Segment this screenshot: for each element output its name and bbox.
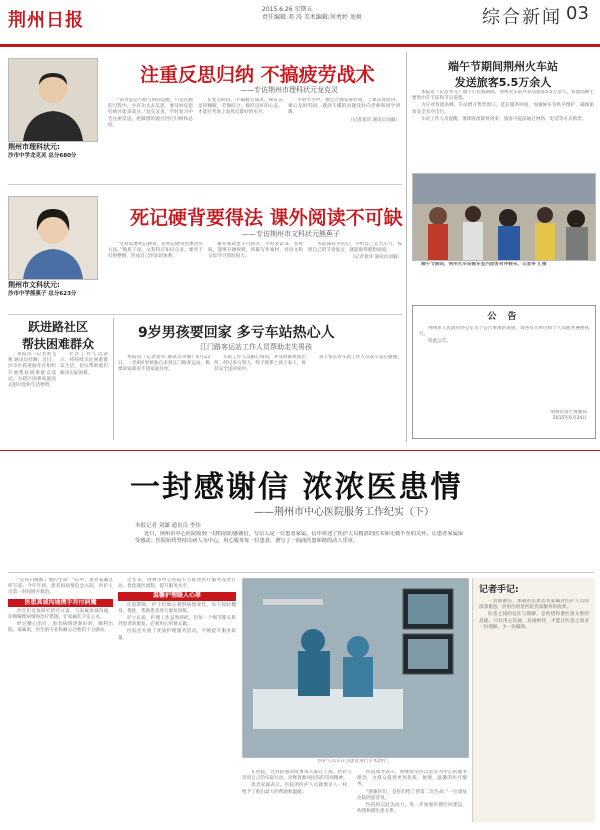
caption: 端午节期间，荆州火车站候车室内旅客有序候车。记者李飞 摄 [421,262,547,267]
paragraph: 医院将以此为动力，进一步加强医德医风建设，构建和谐医患关系。 [357,803,467,815]
headline-line: 发送旅客5.5万余人 [454,76,552,89]
story1-col1 [108,98,193,178]
paragraph: 在复习阶段，不搞疲劳战术，保证充足的睡眠，劳逸结合，保持良好的心态，才能在考场上发挥出最好的水平。 [198,98,283,116]
story2-col2 [208,242,303,310]
page-number: 03 [566,3,589,24]
headline-story1: 注重反思归纳 不搞疲劳战术 [140,64,375,86]
feature-headline: 一封感谢信 浓浓医患情 [130,470,463,505]
paragraph: 考前保持平常心，不给自己太大压力，按照自己的节奏复习，就能取得理想成绩。 [308,242,402,254]
masthead-rule [0,44,600,47]
feature-col4 [242,770,352,822]
subhead-story4: 江门路客运站工作人员帮助走失男孩 [200,343,312,351]
paragraph: 平时学习中，他会合理安排时间，上课认真听讲，课后及时巩固，遇到不懂的问题及时向老师和同学请教。 [288,98,400,116]
paragraph: “是你们挽救了他的生命！”信中，患者家属这样写道。今年年初，患者因病情危急入院，医护人员第一时间展开救治。 [8,578,113,596]
story3-col2 [60,352,108,440]
divider [8,184,402,185]
paragraph: 本报讯（记者李飞）端午小长假期间，荆州火车站共发送旅客5.5万余人，客流高峰主要集中在节前和节后返程。 [412,90,594,102]
paragraph: 在医院，这样的感动故事每天都在上演。医护人员用自己的实际行动，诠释着救死扶伤的崇高精神。 [242,770,352,782]
story4-col3 [310,355,402,440]
paragraph: “高考虽是不断与时间竞跑，只是在跑的过程中，少有功夫去反思，要及时反思归纳才能拿高分。”龙克灵说，平时复习中会注重反思，把做错的题目进行归纳和总结。 [108,98,193,128]
divider [8,572,594,573]
issue-date: 2015.6.26 星期五 [262,6,313,13]
newspaper-logo: 荆州日报 [8,10,84,31]
feature-col1 [8,578,113,818]
portrait-icon [9,197,97,279]
divider [8,314,402,315]
paragraph: 社区工作人员表示，将持续关注困难群众生活，切实帮助他们解决实际困难。 [60,352,108,376]
paragraph: 医生们反复研究治疗方案，与家属真诚沟通，详细解释病情和治疗措施，让家属吃下定心丸。 [8,608,113,621]
photo-caption [8,143,103,161]
paragraph: “感谢你们，是你们给了我第二次生命。”一位康复出院的患者说。 [357,789,467,801]
headline-line: 端午节期间荆州火车站 [448,60,558,73]
notice-org: 荆州市国土资源局 [550,410,587,415]
station-photo-caption [412,262,594,284]
paragraph: 本报讯（记者张卓 通讯员李俊）6月23日，一名9岁男孩独自来到江门路客运站，称要回家却说不清家庭住址。 [118,355,210,373]
paragraph: 住院期间，护士们细心观察病情变化，每天按时翻身、擦洗，帮助患者进行康复训练。 [118,602,236,614]
story4-col1 [118,355,210,440]
subhead-story1: ——专访荆州市理科状元龙克灵 [240,86,338,94]
paragraph: 特此公告。 [428,339,451,345]
headline-story2: 死记硬背要得法 课外阅读不可缺 [130,207,403,229]
caption-title: 荆州市文科状元: [8,281,60,289]
surgery-photo [242,578,469,758]
editor-line: 责任编辑:邓 涛 美术编辑:何勇婷 刘爽 [262,14,362,21]
caption-title: 荆州市理科状元: [8,143,60,151]
paragraph: 车站工作人员提醒，暑期客流即将到来，旅客可提前通过网络、电话等方式购票。 [421,116,587,122]
portrait-photo-long-keling [8,58,98,142]
lede-paragraph: 近日，荆州市中心医院收到一封特别的感谢信，写信人是一位患者家属。信中讲述了医护人员精湛的医术和无微不至的关怀，让患者家属深受感动。医院始终坚持以病人为中心，用心服务每一位患者，谱写了一曲曲医患和谐的动人乐章。 [135,531,463,544]
column-divider [406,52,407,442]
headline-line: 帮扶困难群众 [21,337,94,351]
paragraph: 医院还开展了优质护理服务活动，不断提升服务质量。 [118,629,236,641]
feature-lede [135,531,463,565]
story1-col2 [198,98,283,178]
paragraph: “文科需要死记硬背，但死记硬背也要讲究方法。”熊蕉子说，文科科目知识点多，要善于归纳整理，形成自己的知识体系。 [108,242,203,260]
story2-col1 [108,242,203,310]
notice-date: 2015年6月24日 [552,416,587,422]
section-heading: 温馨护理暖人心扉 [118,592,236,600]
portrait-icon [9,59,97,141]
notice-signature [421,410,587,422]
section-heading: 医患真诚沟通携手对付病魔 [8,599,113,607]
station-headline [412,58,594,90]
paragraph: 患者家属表示，医院的医护人员就像亲人一样，给予了他们最大的帮助和温暖。 [242,783,352,795]
story1-col3 [288,98,400,178]
story3-headline [8,318,108,352]
feature-subhead: ——荆州市中心医院服务工作纪实（下） [254,507,434,518]
paragraph: 一封感谢信，承载的是患者及家属对医护人员的深深谢意，折射出的是医院优质服务的成果。 [479,599,589,611]
caption-detail: 沙市中学龙克灵 总分680分 [8,153,77,159]
photo-caption [8,281,103,299]
notice-box [412,305,596,439]
feature-byline: 本报记者 刘谦 通讯员 李伟 [135,523,201,529]
caption-detail: 沙市中学熊蕉子 总分623分 [8,291,77,297]
masthead [0,0,600,44]
paragraph: 近年来，荆州市中心医院大力推进医疗服务改善行动，优化就医流程，提升服务水平。 [118,578,236,590]
signoff: （记者刘洋 通讯员刘毅） [348,117,400,123]
paragraph: 护士长说，护理工作虽然琐碎，但每一个细节都关系到患者的康复，必须用心用情去做。 [118,616,236,628]
feature-top-rule [0,450,600,451]
feature-col5 [357,770,467,822]
subhead-story2: ——专访荆州市文科状元熊蕉子 [242,230,340,238]
story4-col2 [214,355,306,440]
reporter-notes-sidebar [472,578,595,822]
paragraph: 为应对客流高峰，车站增开售票窗口，延长服务时间，加强候车室秩序维护，确保旅客安全有序出行。 [412,103,594,115]
paragraph: 本报讯（记者黄飞燕 通讯员杜琳）近日，沙市区跃进路社区组织开展帮扶困难群众活动，为辖区困难家庭送去慰问金和生活物资。 [8,352,56,389]
notice-body [419,326,589,406]
paragraph: 荆州市人民政府办公室关于公告事项的说明，请各有关单位和个人知悉并遵照执行。 [419,326,589,338]
crowd-photo-icon [413,174,595,260]
caption: 医护人员正在为患者进行手术治疗。 [317,759,392,764]
paragraph: 车站工作人员耐心询问，并及时联系派出所，经过多方努力，终于联系上孩子家人，将其安全送回家中。 [214,355,306,373]
paragraph: 孩子家长对车站工作人员表示衷心感谢。 [319,355,402,360]
signoff: （记者刘洋 通讯员刘毅） [350,255,402,261]
feature-photo-caption [242,759,467,767]
story2-col3 [308,242,402,310]
portrait-photo-xiong-jiaozi [8,196,98,280]
paragraph: 课外阅读也不可缺少，平时多读书、多看报，能够开阔视野，积累写作素材，对语文和文综学习帮助很大。 [208,242,303,260]
notice-title: 公 告 [487,312,521,322]
story3-col1 [8,352,56,440]
paragraph: 医院领导表示，将继续坚持以患者为中心的服务理念，为群众提供更加优质、便捷、温馨的医疗服务。 [357,770,467,788]
station-body [412,90,594,170]
paragraph: 医患之间的信任与理解，是构建和谐医患关系的基础。只有用心沟通、真诚相待，才能让医患之间多一份理解、少一份隔阂。 [479,612,589,630]
sidebar-heading: 记者手记: [479,585,519,595]
sidebar-body [479,599,589,809]
section-name: 综合新闻 [482,7,562,28]
station-photo [412,173,596,261]
column-divider [113,318,114,440]
headline-story4: 9岁男孩要回家 多亏车站热心人 [138,325,335,341]
surgery-scene-icon [243,579,468,757]
feature-col2 [118,578,236,818]
headline-line: 跃进路社区 [27,320,88,334]
paragraph: 经过精心治疗，患者病情逐渐好转，顺利出院。家属说，医生的专业和耐心让他们十分感动。 [8,622,113,634]
date-line [262,6,362,22]
